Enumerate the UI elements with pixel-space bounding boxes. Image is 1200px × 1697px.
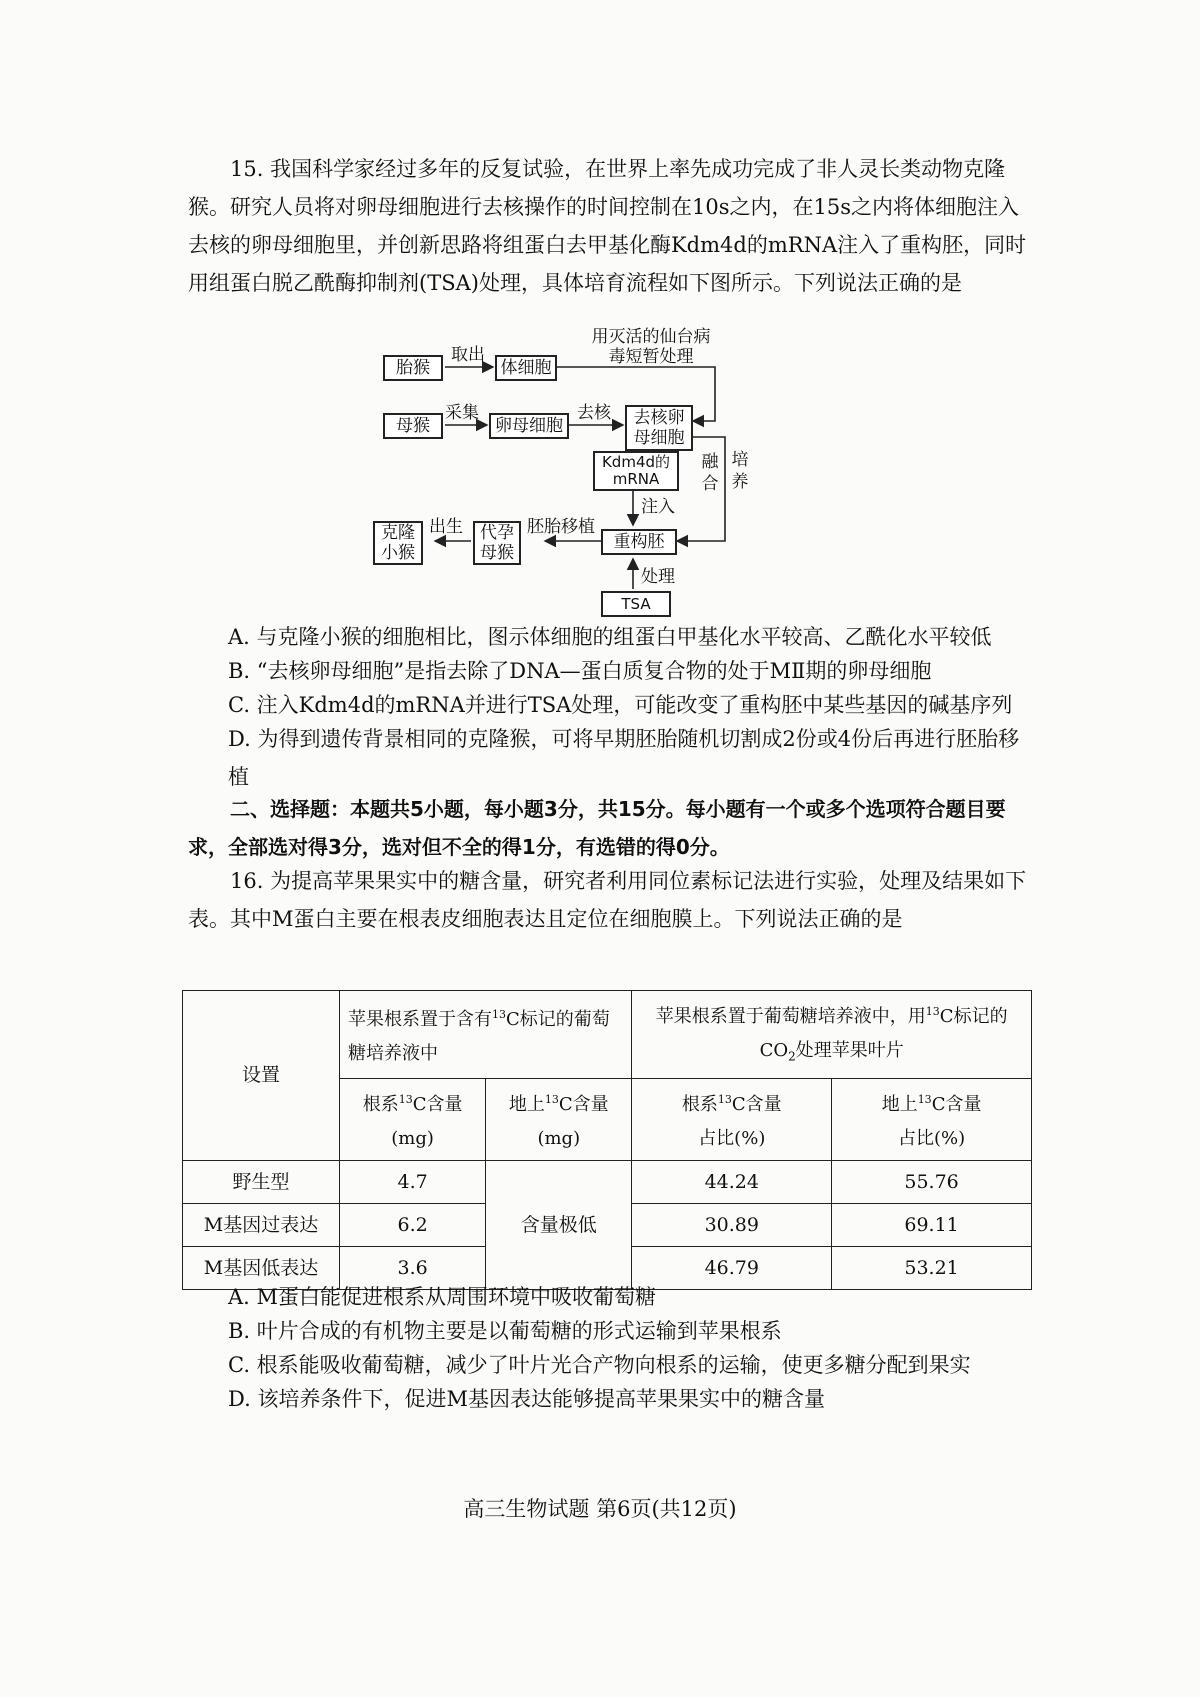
cell-root-pct: 44.24 xyxy=(632,1160,832,1203)
cell-root-mg: 6.2 xyxy=(340,1203,486,1246)
q16-option-a: A. M蛋白能促进根系从周围环境中吸收葡萄糖 xyxy=(228,1285,657,1309)
q15-option-a: A. 与克隆小猴的细胞相比，图示体细胞的组蛋白甲基化水平较高、乙酰化水平较低 xyxy=(228,625,992,649)
sup-13: 13 xyxy=(544,1092,559,1106)
cell-root-mg: 4.7 xyxy=(340,1160,486,1203)
box-kdm4d-mrna xyxy=(593,451,679,491)
col3-b: C含量 xyxy=(731,1093,782,1115)
sup-13: 13 xyxy=(925,1005,940,1018)
row-name: M基因低表达 xyxy=(183,1246,340,1289)
col-root-mg xyxy=(340,1078,486,1160)
col4-c: 占比(%) xyxy=(898,1127,966,1149)
box-tsa: TSA xyxy=(601,591,671,617)
box-mother-monkey: 母猴 xyxy=(383,413,443,439)
col2-c: (mg) xyxy=(537,1127,581,1149)
col-root-pct xyxy=(632,1078,832,1160)
q15-option-b: B. “去核卵母细胞”是指去除了DNA—蛋白质复合物的处于MⅡ期的卵母细胞 xyxy=(228,659,932,683)
sup-13: 13 xyxy=(398,1092,413,1106)
box-oocyte: 卵母细胞 xyxy=(489,413,569,439)
header-setting: 设置 xyxy=(183,991,340,1161)
col4-a: 地上 xyxy=(881,1093,918,1115)
label-take-out: 取出 xyxy=(451,345,485,365)
col1-c: (mg) xyxy=(391,1127,434,1149)
box-surrogate: 代孕母猴 xyxy=(473,521,521,565)
cell-root-pct: 30.89 xyxy=(632,1203,832,1246)
box-reconstructed-embryo: 重构胚 xyxy=(601,529,677,555)
sup-13: 13 xyxy=(717,1092,732,1106)
col3-a: 根系 xyxy=(681,1093,718,1115)
col2-b: C含量 xyxy=(558,1093,609,1115)
sub-2: 2 xyxy=(788,1049,796,1064)
col1-b: C含量 xyxy=(412,1093,463,1115)
cell-above-pct: 55.76 xyxy=(832,1160,1032,1203)
header-group2 xyxy=(632,991,1032,1079)
group1-text-b: C标记的葡萄糖培养液中 xyxy=(348,1008,610,1064)
col-above-pct xyxy=(832,1078,1032,1160)
q16-results-table xyxy=(182,990,1032,1290)
label-culture: 培养 xyxy=(731,450,749,492)
q15-option-d: D. 为得到遗传背景相同的克隆猴，可将早期胚胎随机切割成2份或4份后再进行胚胎移植 xyxy=(228,727,1020,789)
sup-13: 13 xyxy=(492,1007,506,1021)
cell-root-mg: 3.6 xyxy=(340,1246,486,1289)
table-row xyxy=(183,1160,1032,1203)
q16-stem: 16. 为提高苹果果实中的糖含量，研究者利用同位素标记法进行实验，处理及结果如下表。其中M蛋白主要在根表皮细胞表达且定位在细胞膜上。下列说法正确的是 xyxy=(188,869,1027,931)
label-fusion: 融合 xyxy=(701,452,719,494)
q16-option-b: B. 叶片合成的有机物主要是以葡萄糖的形式运输到苹果根系 xyxy=(228,1319,782,1343)
cell-root-pct: 46.79 xyxy=(632,1246,832,1289)
kdm-line-2: mRNA xyxy=(612,470,660,488)
row-name: M基因过表达 xyxy=(183,1203,340,1246)
label-inject: 注入 xyxy=(641,497,675,517)
box-clone: 克隆小猴 xyxy=(373,521,423,565)
cell-above-pct: 69.11 xyxy=(832,1203,1032,1246)
box-enucleated-oocyte: 去核卵母细胞 xyxy=(625,405,693,451)
label-enucleate: 去核 xyxy=(577,403,611,423)
col-above-mg xyxy=(486,1078,632,1160)
kdm-line-1: Kdm4d的 xyxy=(601,453,671,471)
box-fetal-monkey: 胎猴 xyxy=(383,355,443,381)
q15-stem: 15. 我国科学家经过多年的反复试验，在世界上率先成功完成了非人灵长类动物克隆猴。研究人员将对卵母细胞进行去核操作的时间控制在10s之内，在15s之内将体细胞注入去核的卵母细胞里，并创新思路将组蛋白去甲基化酶Kdm4d的mRNA注入了重构胚，同时用组蛋白脱乙酰酶抑制剂(TSA)处理，具体培育流程如下图所示。下列说法正确的是 xyxy=(188,157,1027,295)
group2-text-a: 苹果根系置于葡萄糖培养液中，用 xyxy=(655,1006,926,1027)
group2-text-c: 处理苹果叶片 xyxy=(795,1040,904,1061)
label-collect: 采集 xyxy=(445,403,479,423)
page-footer: 高三生物试题 第6页(共12页) xyxy=(463,1497,737,1521)
cell-above-pct: 53.21 xyxy=(832,1246,1032,1289)
q16-option-c: C. 根系能吸收葡萄糖，减少了叶片光合产物向根系的运输，使更多糖分配到果实 xyxy=(228,1353,971,1377)
header-group1 xyxy=(340,991,632,1079)
box-somatic-cell: 体细胞 xyxy=(495,355,557,381)
label-transfer: 胚胎移植 xyxy=(527,517,595,537)
label-treat: 处理 xyxy=(641,567,675,587)
label-virus-note: 用灭活的仙台病毒短暂处理 xyxy=(591,327,711,367)
label-born: 出生 xyxy=(429,517,463,537)
section2-heading: 二、选择题：本题共5小题，每小题3分，共15分。每小题有一个或多个选项符合题目要求，全部选对得3分，选对但不全的得1分，有选错的得0分。 xyxy=(188,797,1006,859)
col4-b: C含量 xyxy=(931,1093,982,1115)
col3-c: 占比(%) xyxy=(698,1127,766,1149)
q15-option-c: C. 注入Kdm4d的mRNA并进行TSA处理，可能改变了重构胚中某些基因的碱基序列 xyxy=(228,693,1013,717)
row-name: 野生型 xyxy=(183,1160,340,1203)
sup-13: 13 xyxy=(917,1092,932,1106)
group2-text-b: C标记的CO xyxy=(759,1006,1008,1061)
col2-a: 地上 xyxy=(508,1093,545,1115)
col1-a: 根系 xyxy=(362,1093,399,1115)
cell-above-mg-merged: 含量极低 xyxy=(486,1160,632,1289)
q16-option-d: D. 该培养条件下，促进M基因表达能够提高苹果果实中的糖含量 xyxy=(228,1387,825,1411)
group1-text-a: 苹果根系置于含有 xyxy=(348,1008,492,1030)
